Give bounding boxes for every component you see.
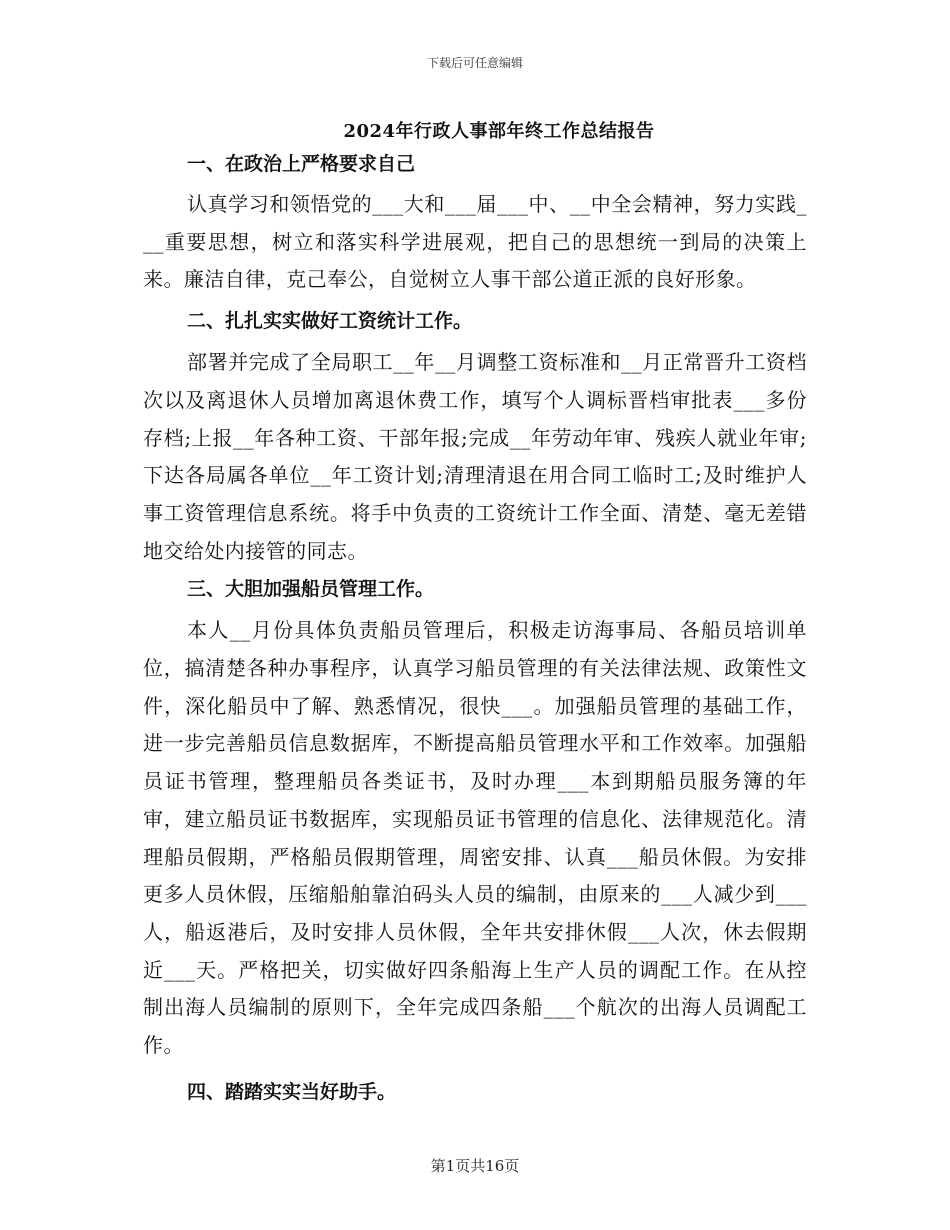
section-2-heading: 二、扎扎实实做好工资统计工作。 (187, 310, 473, 333)
document-body (143, 145, 807, 1111)
header-note: 下载后可任意编辑 (426, 56, 523, 70)
section-4-heading: 四、踏踏实实当好助手。 (187, 1080, 397, 1103)
section-3-heading: 三、大胆加强船员管理工作。 (187, 578, 435, 601)
document-title: 2024年行政人事部年终工作总结报告 (343, 121, 655, 142)
page-number-footer: 第1页共16页 (430, 1157, 520, 1175)
section-2-paragraph: 部署并完成了全局职工__年__月调整工资标准和__月正常晋升工资档次以及离退休人员增加离退休费工作，填写个人调标晋档审批表___多份存档;上报__年各种工资、干部年报;完成__年劳动年审、残疾人就业年审;下达各局属各单位__年工资计划;清理清退在用合同工临时工;及时维护人事工资管理信息系统。将手中负责的工资统计工作全面、清楚、毫无差错地交给处内接管的同志。 (143, 350, 807, 563)
section-3-paragraph: 本人__月份具体负责船员管理后，积极走访海事局、各船员培训单位，搞清楚各种办事程序，认真学习船员管理的有关法律法规、政策性文件，深化船员中了解、熟悉情况，很快___。加强船员管理的基础工作，进一步完善船员信息数据库，不断提高船员管理水平和工作效率。加强船员证书管理，整理船员各类证书，及时办理___本到期船员服务簿的年审，建立船员证书数据库，实现船员证书管理的信息化、法律规范化。清理船员假期，严格船员假期管理，周密安排、认真___船员休假。为安排更多人员休假，压缩船舶靠泊码头人员的编制，由原来的___人减少到___人，船返港后，及时安排人员休假，全年共安排休假___人次，休去假期近___天。严格把关，切实做好四条船海上生产人员的调配工作。在从控制出海人员编制的原则下，全年完成四条船___个航次的出海人员调配工作。 (143, 618, 807, 1058)
section-1-paragraph: 认真学习和领悟党的___大和___届___中、__中全会精神，努力实践___重要思想，树立和落实科学进展观，把自己的思想统一到局的决策上来。廉洁自律，克己奉公，自觉树立人事干部公道正派的良好形象。 (143, 192, 807, 292)
section-1-heading: 一、在政治上严格要求自己 (187, 153, 416, 175)
